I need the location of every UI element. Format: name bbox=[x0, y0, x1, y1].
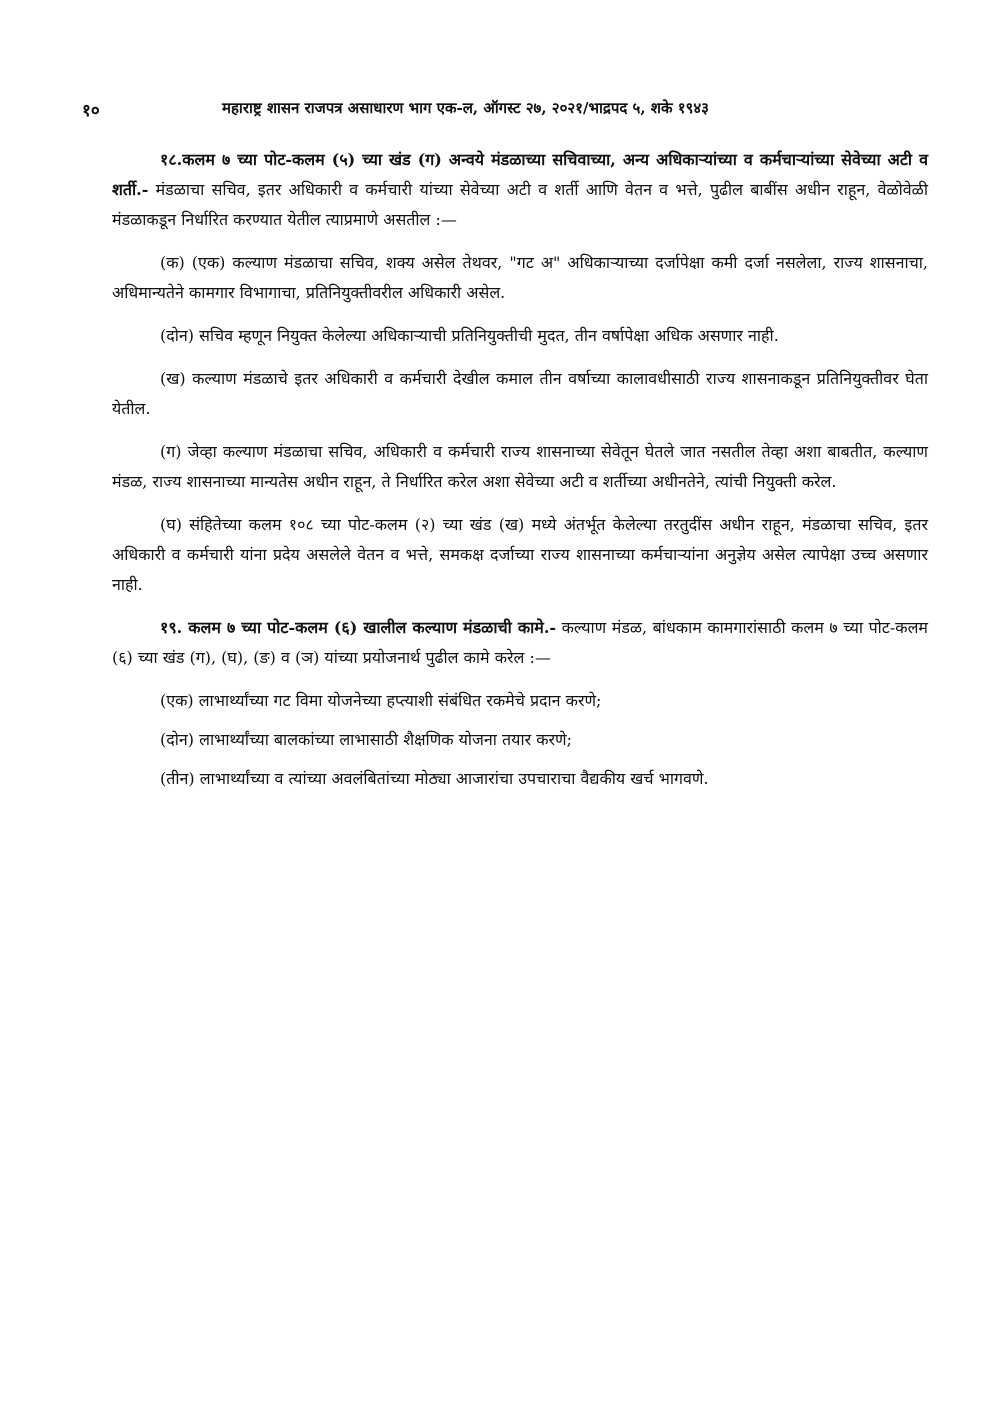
clause-gha: (घ) संहितेच्या कलम १०८ च्या पोट-कलम (२) च्या खंड (ख) मध्ये अंतर्भूत केलेल्या तरतुदींस अधीन राहून, मंडळाचा सचिव, इतर अधिकारी व कर्मचारी यांना प्रदेय असलेले वेतन व भत्ते, समकक्ष दर्जाच्या राज्य शासनाच्या कर्मचाऱ्यांना अनुज्ञेय असेल त्यापेक्षा उच्च असणार नाही. bbox=[112, 515, 928, 594]
section-19-item-three: (तीन) लाभार्थ्यांच्या व त्यांच्या अवलंबितांच्या मोठ्या आजारांचा उपचाराचा वैद्यकीय खर्च भागवणे. bbox=[160, 769, 709, 788]
clause-kha: (ख) कल्याण मंडळाचे इतर अधिकारी व कर्मचारी देखील कमाल तीन वर्षाच्या कालावधीसाठी राज्य शासनाकडून प्रतिनियुक्तीवर घेता येतील. bbox=[112, 369, 928, 418]
page-number: १० bbox=[82, 101, 100, 121]
section-18-intro: मंडळाचा सचिव, इतर अधिकारी व कर्मचारी यांच्या सेवेच्या अटी व शर्ती आणि वेतन व भत्ते, पुढील बाबींस अधीन राहून, वेळोवेळी मंडळाकडून निर्धारित करण्यात येतील त्याप्रमाणे असतील :— bbox=[112, 180, 928, 229]
clause-ka-one: (क) (एक) कल्याण मंडळाचा सचिव, शक्य असेल तेथवर, "गट अ" अधिकाऱ्याच्या दर्जापेक्षा कमी दर्जा नसलेला, राज्य शासनाचा, अधिमान्यतेने कामगार विभागाचा, प्रतिनियुक्तीवरील अधिकारी असेल. bbox=[112, 253, 928, 302]
clause-ka-two: (दोन) सचिव म्हणून नियुक्त केलेल्या अधिकाऱ्याची प्रतिनियुक्तीची मुदत, तीन वर्षापेक्षा अधिक असणार नाही. bbox=[160, 326, 779, 345]
clause-ga: (ग) जेव्हा कल्याण मंडळाचा सचिव, अधिकारी व कर्मचारी राज्य शासनाच्या सेवेतून घेतले जात नसतील तेव्हा अशा बाबतीत, कल्याण मंडळ, राज्य शासनाच्या मान्यतेस अधीन राहून, ते निर्धारित करेल अशा सेवेच्या अटी व शर्तीच्या अधीनतेने, त्यांची नियुक्ती करेल. bbox=[112, 442, 928, 491]
section-19-paragraph bbox=[112, 613, 928, 673]
document-body bbox=[112, 145, 928, 803]
section-18-heading: १८.कलम ७ च्या पोट-कलम (५) च्या खंड (ग) अन्वये मंडळाच्या सचिवाच्या, अन्य अधिकाऱ्यांच्या व कर्मचाऱ्यांच्या सेवेच्या अटी व शर्ती.- bbox=[112, 150, 928, 199]
running-head: महाराष्ट्र शासन राजपत्र असाधारण भाग एक-ल, ऑगस्ट २७, २०२१/भाद्रपद ५, शके १९४३ bbox=[222, 99, 709, 117]
section-19-intro: कल्याण मंडळ, बांधकाम कामगारांसाठी कलम ७ च्या पोट-कलम (६) च्या खंड (ग), (घ), (ङ) व (ञ) यांच्या प्रयोजनार्थ पुढील कामे करेल :— bbox=[112, 618, 928, 667]
page-header bbox=[82, 98, 918, 128]
section-19-item-two: (दोन) लाभार्थ्यांच्या बालकांच्या लाभासाठी शैक्षणिक योजना तयार करणे; bbox=[160, 730, 573, 749]
section-18-paragraph bbox=[112, 145, 928, 235]
section-19-item-one: (एक) लाभार्थ्यांच्या गट विमा योजनेच्या हप्त्याशी संबंधित रकमेचे प्रदान करणे; bbox=[160, 691, 602, 710]
section-19-heading: १९. कलम ७ च्या पोट-कलम (६) खालील कल्याण मंडळाची कामे.- bbox=[160, 618, 557, 637]
